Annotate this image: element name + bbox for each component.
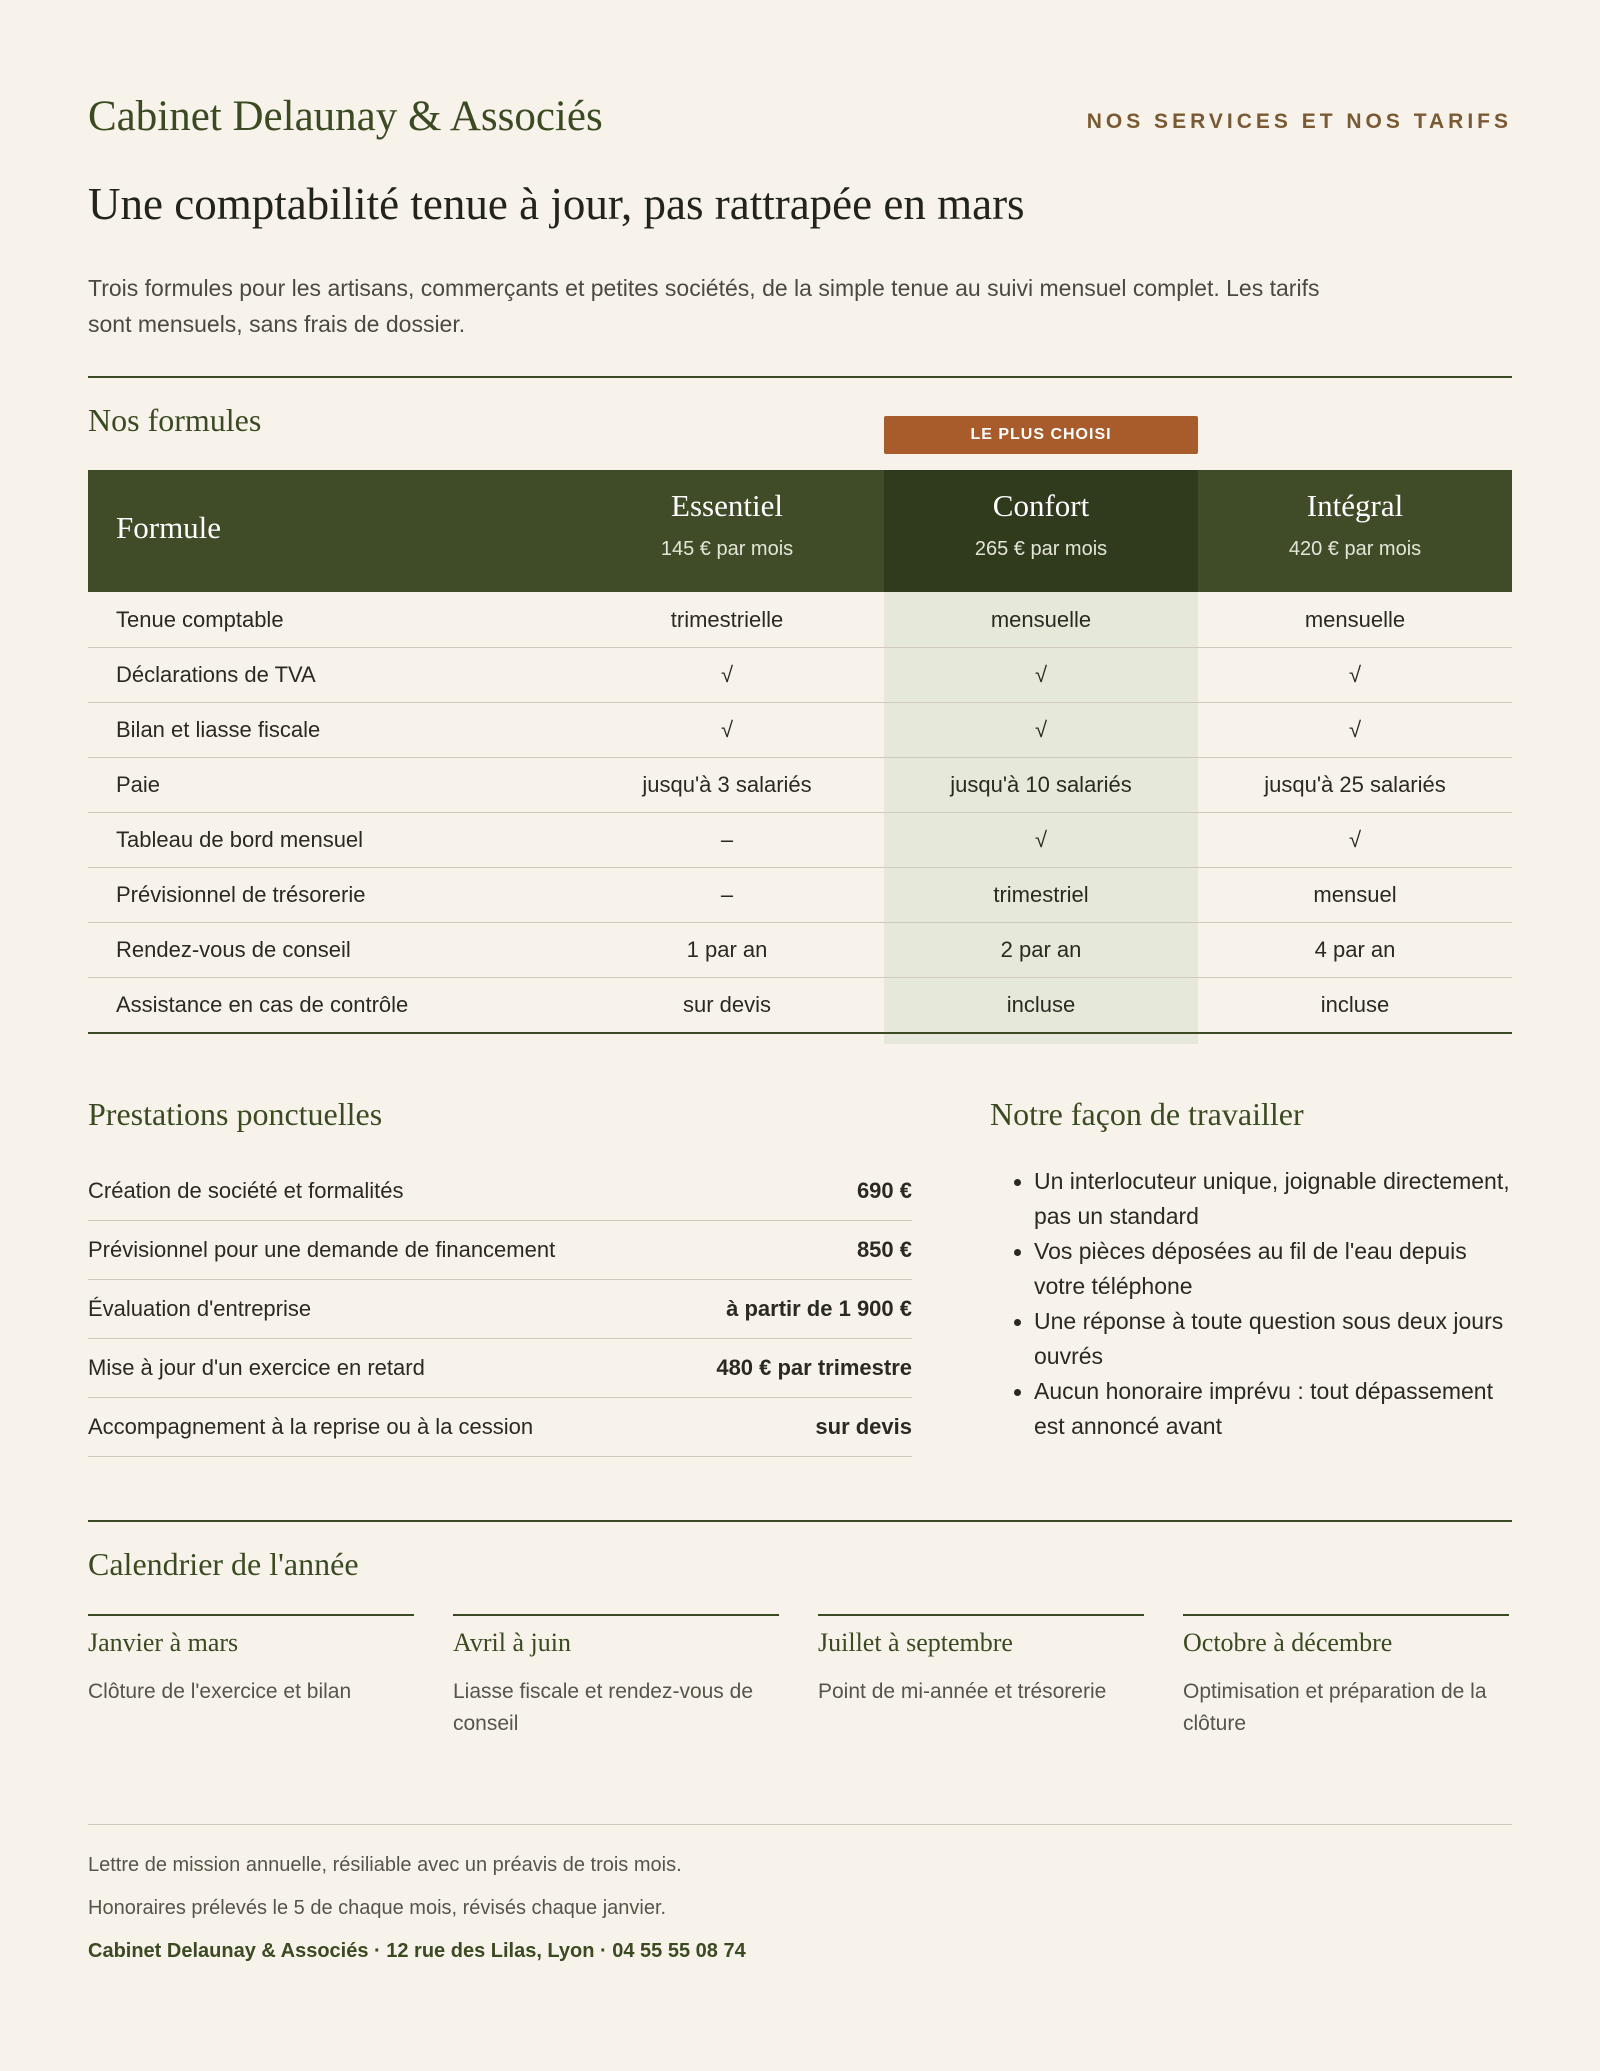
period-title: Janvier à mars [88, 1628, 239, 1657]
cell-confort: √ [1034, 827, 1048, 852]
period-title: Avril à juin [453, 1628, 571, 1657]
cell-essentiel: jusqu'à 3 salariés [642, 772, 812, 797]
footer-contact: Cabinet Delaunay & Associés · 12 rue des Lilas, Lyon · 04 55 55 08 74 [88, 1940, 746, 1962]
table-row [88, 757, 1512, 813]
brand-name: Cabinet Delaunay & Associés [88, 93, 603, 140]
row-label: Rendez-vous de conseil [116, 937, 351, 962]
table-row [88, 922, 1512, 978]
cell-essentiel: trimestrielle [670, 607, 784, 632]
cell-confort: trimestriel [993, 882, 1089, 907]
list-item [990, 1234, 1520, 1304]
plan-essentiel [570, 488, 884, 561]
plan-price: 265 € par mois [974, 538, 1108, 560]
list-item [88, 1339, 912, 1398]
pricing-table-header [88, 470, 1512, 592]
cell-confort: √ [1034, 717, 1048, 742]
table-row [88, 592, 1512, 648]
row-label: Assistance en cas de contrôle [116, 992, 409, 1017]
table-row [88, 977, 1512, 1034]
intro-text: Trois formules pour les artisans, commerçants et petites sociétés, de la simple tenue au suivi mensuel complet. Les tarifs sont mensuels, sans frais de dossier. [88, 275, 1320, 337]
cell-confort: 2 par an [1000, 937, 1082, 962]
period-title: Juillet à septembre [818, 1628, 1013, 1657]
prestation-price: 850 € [856, 1237, 912, 1262]
list-item [88, 1162, 912, 1221]
cell-essentiel: sur devis [682, 992, 772, 1017]
period-desc: Point de mi-année et trésorerie [818, 1680, 1107, 1703]
row-label: Tenue comptable [116, 607, 284, 632]
plan-price: 420 € par mois [1288, 538, 1422, 560]
page-title: Une comptabilité tenue à jour, pas rattrapée en mars [88, 179, 1025, 229]
cell-integral: jusqu'à 25 salariés [1264, 772, 1446, 797]
facon-list [990, 1164, 1520, 1444]
cell-integral: √ [1348, 717, 1362, 742]
prestation-price: sur devis [815, 1414, 912, 1439]
prestation-price: 480 € par trimestre [716, 1355, 912, 1380]
calendar-period [88, 1614, 414, 1708]
cell-essentiel: √ [720, 662, 734, 687]
list-item [990, 1374, 1520, 1444]
facon-title: Notre façon de travailler [990, 1096, 1304, 1132]
cell-integral: mensuel [1313, 882, 1397, 907]
list-item [88, 1398, 912, 1457]
cell-integral: √ [1348, 827, 1362, 852]
plan-name: Essentiel [671, 488, 783, 523]
plan-integral [1198, 488, 1512, 561]
prestation-label: Accompagnement à la reprise ou à la cession [88, 1414, 534, 1439]
footer-note: Lettre de mission annuelle, résiliable avec un préavis de trois mois. [88, 1854, 682, 1876]
prestation-label: Prévisionnel pour une demande de financement [88, 1237, 556, 1262]
row-label: Bilan et liasse fiscale [116, 717, 321, 742]
table-row [88, 647, 1512, 703]
plan-price: 145 € par mois [660, 538, 794, 560]
list-item [88, 1280, 912, 1339]
cell-integral: √ [1348, 662, 1362, 687]
cell-integral: 4 par an [1314, 937, 1396, 962]
cell-confort: jusqu'à 10 salariés [950, 772, 1132, 797]
cell-essentiel: √ [720, 717, 734, 742]
bullet-icon [1014, 1389, 1021, 1396]
calendar-period [1183, 1614, 1509, 1740]
footer-divider [88, 1824, 1512, 1825]
row-label: Tableau de bord mensuel [116, 827, 364, 852]
table-row [88, 812, 1512, 868]
footer-note: Honoraires prélevés le 5 de chaque mois, révisés chaque janvier. [88, 1897, 667, 1919]
cell-confort: √ [1034, 662, 1048, 687]
bullet-icon [1014, 1319, 1021, 1326]
period-desc: Liasse fiscale et rendez-vous de conseil [453, 1680, 753, 1735]
facon-text: Vos pièces déposées au fil de l'eau depuis votre téléphone [1034, 1238, 1467, 1299]
plan-name: Confort [992, 488, 1090, 523]
list-item [990, 1164, 1520, 1234]
prestation-price: 690 € [856, 1178, 912, 1203]
period-title: Octobre à décembre [1183, 1628, 1393, 1657]
table-row [88, 867, 1512, 923]
period-desc: Optimisation et préparation de la clôture [1183, 1680, 1487, 1735]
cell-essentiel: 1 par an [686, 937, 768, 962]
list-item [88, 1221, 912, 1280]
formules-title: Nos formules [88, 402, 262, 438]
top-bar [88, 92, 1512, 152]
cell-essentiel: – [720, 827, 734, 852]
facon-text: Aucun honoraire imprévu : tout dépassement est annoncé avant [1034, 1378, 1493, 1439]
table-row [88, 702, 1512, 758]
prestation-price: à partir de 1 900 € [726, 1296, 912, 1321]
calendar-period [818, 1614, 1144, 1708]
prestation-label: Évaluation d'entreprise [88, 1296, 312, 1321]
prestations-title: Prestations ponctuelles [88, 1096, 383, 1132]
cell-confort: mensuelle [990, 607, 1092, 632]
header-formule: Formule [116, 510, 222, 545]
cell-essentiel: – [720, 882, 734, 907]
plan-confort [884, 488, 1198, 561]
cell-confort: incluse [1006, 992, 1076, 1017]
prestation-label: Mise à jour d'un exercice en retard [88, 1355, 425, 1380]
facon-text: Une réponse à toute question sous deux jours ouvrés [1034, 1308, 1504, 1369]
list-item [990, 1304, 1520, 1374]
prestation-label: Création de société et formalités [88, 1178, 404, 1203]
period-desc: Clôture de l'exercice et bilan [88, 1680, 352, 1703]
row-label: Prévisionnel de trésorerie [116, 882, 366, 907]
bullet-icon [1014, 1249, 1021, 1256]
divider [88, 1520, 1512, 1522]
most-chosen-badge: LE PLUS CHOISI [884, 416, 1198, 454]
row-label: Paie [116, 772, 161, 797]
cell-integral: incluse [1320, 992, 1390, 1017]
calendar-period [453, 1614, 779, 1740]
row-label: Déclarations de TVA [116, 662, 316, 687]
cell-integral: mensuelle [1304, 607, 1406, 632]
facon-text: Un interlocuteur unique, joignable directement, pas un standard [1034, 1168, 1510, 1229]
plan-name: Intégral [1306, 488, 1404, 523]
divider [88, 376, 1512, 378]
bullet-icon [1014, 1179, 1021, 1186]
calendrier-title: Calendrier de l'année [88, 1546, 359, 1582]
section-kicker: NOS SERVICES ET NOS TARIFS [1086, 110, 1512, 133]
